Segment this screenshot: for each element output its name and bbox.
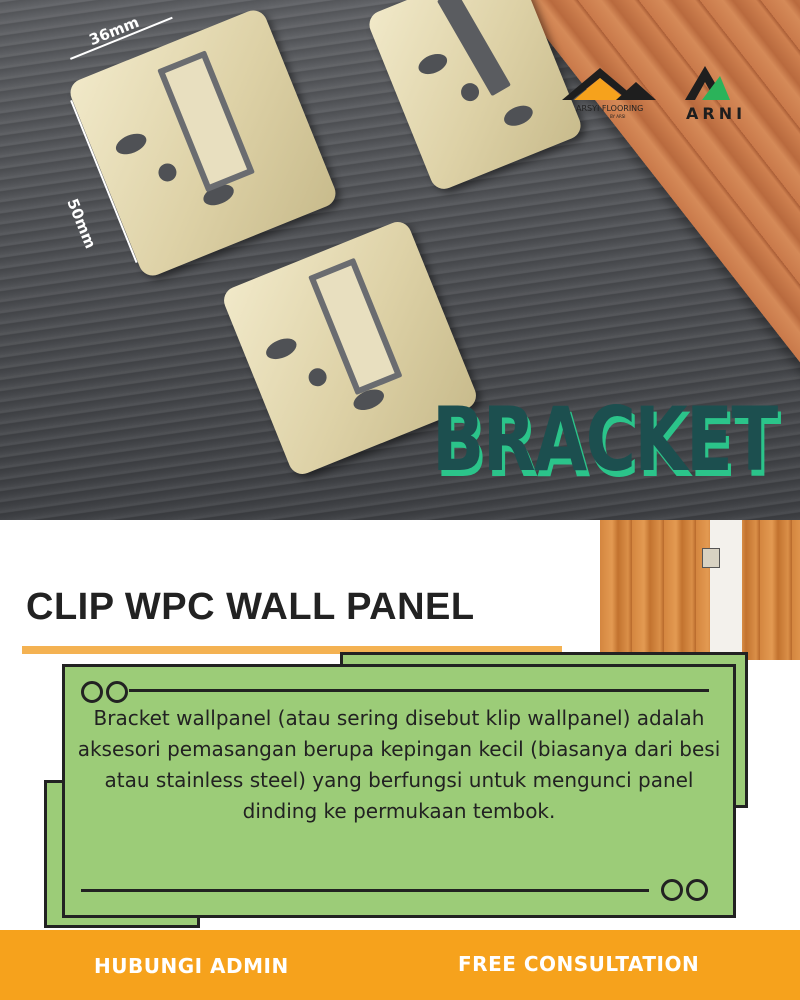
brand-logos [560,58,780,128]
brand-logo2-name: ARNI [686,104,747,123]
brand-logo-icon [560,58,780,128]
decor-circles-bottom [661,879,711,901]
footer-bar [0,930,800,1000]
product-subtitle: CLIP WPC WALL PANEL [26,586,475,628]
installed-panel-image [600,520,800,660]
product-title: BRACKET [432,388,777,491]
height-dimension-label: 50mm [63,196,100,252]
free-consultation-button[interactable]: FREE CONSULTATION [458,952,700,976]
description-card [62,664,736,918]
decor-circles-top [81,681,131,703]
card-rule-bottom [81,889,649,892]
brand-logo1-name: ARSYI FLOORING [576,104,644,113]
brand-logo1-tagline: BY ARSI [610,114,626,119]
width-dimension-label: 36mm [86,12,142,50]
card-rule-top [129,689,709,692]
description-text: Bracket wallpanel (atau sering disebut klip wallpanel) adalah aksesori pemasangan berupa kepingan kecil (biasanya dari besi atau stainless steel) yang berfungsi untuk mengunci panel dinding ke permukaan tembok. [77,706,721,823]
contact-admin-button[interactable]: HUBUNGI ADMIN [94,954,289,978]
